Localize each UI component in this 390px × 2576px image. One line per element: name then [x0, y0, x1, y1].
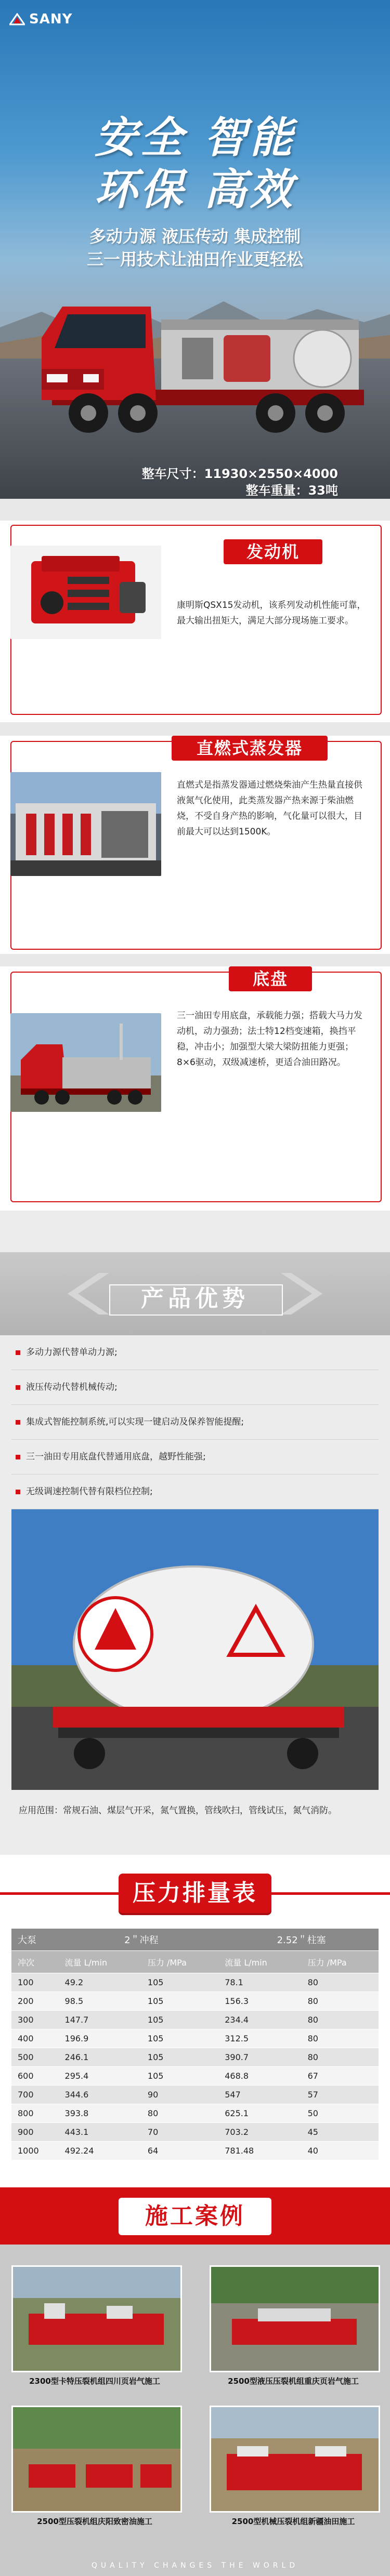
table-cell: 781.48	[218, 2142, 301, 2160]
table-header-cell: 2.52＂柱塞	[218, 1929, 379, 1951]
nitrogen-tank-photo	[11, 1509, 379, 1790]
advantage-text: 集成式智能控制系统,可以实现一键启动及保养智能提醒;	[26, 1417, 244, 1427]
table-cell: 105	[141, 2011, 218, 2029]
hero-subline-1: 多动力源 液压传动 集成控制	[89, 227, 301, 246]
table-cell: 50	[302, 2104, 379, 2123]
table-cell: 100	[11, 1973, 59, 1992]
table-cell: 196.9	[59, 2029, 141, 2048]
bullet-icon	[16, 1490, 20, 1494]
feature-tag-chassis: 底盘	[229, 966, 312, 991]
brand-logo	[9, 11, 72, 27]
application-scope: 应用范围：常规石油、煤层气开采，氮气置换，管线吹扫，管线试压，氮气消防。	[19, 1805, 337, 1816]
table-cell: 800	[11, 2104, 59, 2123]
table-cell: 80	[302, 1992, 379, 2011]
table-cell: 105	[141, 2067, 218, 2086]
table-cell: 200	[11, 1992, 59, 2011]
divider-strip	[0, 722, 390, 736]
table-cell: 98.5	[59, 1992, 141, 2011]
table-cell: 67	[302, 2067, 379, 2086]
table-cell: 105	[141, 1973, 218, 1992]
table-cell: 49.2	[59, 1973, 141, 1992]
feature-desc-evaporator: 直燃式是指蒸发器通过燃烧柴油产生热量直接供液氮气化使用，此类蒸发器产热来源于柴油燃烧，不受自身产热的影响，气化量可以很大，目前最大可以达到1500K。	[177, 780, 362, 837]
feature-desc-engine: 康明斯QSX15发动机，该系列发动机性能可靠，最大输出扭矩大，满足大部分现场施工要求。	[177, 600, 366, 626]
list-item	[11, 1370, 379, 1405]
case-image	[211, 2267, 379, 2371]
engine-photo	[10, 546, 161, 639]
table-row	[11, 1973, 379, 1992]
case-photo-1	[11, 2265, 182, 2372]
case-photo-2	[210, 2265, 380, 2372]
list-item	[11, 1440, 379, 1475]
sany-logo-icon	[9, 13, 25, 25]
table-cell: 80	[302, 2029, 379, 2048]
advantages-header	[0, 1252, 390, 1335]
table-cell: 105	[141, 1992, 218, 2011]
case-image	[211, 2407, 379, 2511]
table-row	[11, 2086, 379, 2104]
table-cell: 105	[141, 2029, 218, 2048]
case-photo-4	[210, 2406, 380, 2513]
table-header-row	[11, 1929, 379, 1951]
table-cell: 500	[11, 2048, 59, 2067]
evaporator-image	[10, 772, 161, 876]
table-header-cell: 冲次	[11, 1951, 59, 1973]
truck-weight-spec: 整车重量：33吨	[245, 483, 338, 498]
divider-strip	[0, 499, 390, 521]
table-cell: 234.4	[218, 2011, 301, 2029]
table-row	[11, 2123, 379, 2142]
pressure-table	[11, 1929, 379, 2160]
bullet-icon	[16, 1455, 20, 1459]
table-header-cell: 压力 /MPa	[141, 1951, 218, 1973]
cases-section	[0, 2187, 390, 2576]
pressure-table-banner	[0, 1865, 390, 1922]
feature-tag-evaporator: 直燃式蒸发器	[172, 736, 328, 761]
hero-headline-2: 环保 高效	[94, 165, 296, 215]
table-row	[11, 2029, 379, 2048]
table-row	[11, 2104, 379, 2123]
table-row	[11, 1992, 379, 2011]
list-item	[11, 1335, 379, 1370]
feature-evaporator	[0, 736, 390, 954]
list-item	[11, 1475, 379, 1509]
table-cell: 295.4	[59, 2067, 141, 2086]
table-header-cell: 2＂冲程	[59, 1929, 219, 1951]
table-cell: 300	[11, 2011, 59, 2029]
table-cell: 625.1	[218, 2104, 301, 2123]
feature-chassis	[0, 966, 390, 1211]
case-photo-3	[11, 2406, 182, 2513]
table-cell: 246.1	[59, 2048, 141, 2067]
table-header-cell: 流量 L/min	[59, 1951, 141, 1973]
table-cell: 344.6	[59, 2086, 141, 2104]
pressure-table-title: 压力排量表	[133, 1880, 257, 1906]
table-header-cell: 流量 L/min	[218, 1951, 301, 1973]
table-cell: 156.3	[218, 1992, 301, 2011]
table-cell: 80	[302, 1973, 379, 1992]
advantages-title: 产品优势	[141, 1285, 249, 1312]
advantage-text: 液压传动代替机械传动;	[26, 1382, 118, 1392]
advantages-list	[11, 1335, 379, 1509]
table-cell: 312.5	[218, 2029, 301, 2048]
case-caption-2: 2500型液压压裂机组重庆页岩气施工	[228, 2376, 359, 2386]
feature-tag-engine: 发动机	[224, 539, 322, 564]
list-item	[11, 1405, 379, 1440]
table-cell: 700	[11, 2086, 59, 2104]
table-cell: 64	[141, 2142, 218, 2160]
brand-slogan: QUALITY CHANGES THE WORLD	[91, 2561, 299, 2570]
hero-subline-2: 三一用技术让油田作业更轻松	[86, 249, 303, 269]
table-row	[11, 2067, 379, 2086]
table-cell: 57	[302, 2086, 379, 2104]
advantage-text: 无级调速控制代替有限档位控制;	[26, 1486, 153, 1497]
chassis-photo	[10, 1013, 161, 1112]
table-cell: 70	[141, 2123, 218, 2142]
brand-name: SANY	[29, 11, 73, 27]
table-cell: 1000	[11, 2142, 59, 2160]
case-caption-1: 2300型卡特压裂机组四川页岩气施工	[29, 2376, 160, 2386]
table-cell: 600	[11, 2067, 59, 2086]
table-cell: 90	[141, 2086, 218, 2104]
table-cell: 468.8	[218, 2067, 301, 2086]
table-cell: 45	[302, 2123, 379, 2142]
feature-engine	[0, 525, 390, 722]
table-subheader-row	[11, 1951, 379, 1973]
bullet-icon	[16, 1420, 20, 1425]
table-row	[11, 2011, 379, 2029]
table-cell: 443.1	[59, 2123, 141, 2142]
case-image	[13, 2407, 180, 2511]
table-cell: 400	[11, 2029, 59, 2048]
case-image	[13, 2267, 180, 2371]
table-cell: 147.7	[59, 2011, 141, 2029]
advantage-text: 多动力源代替单动力源;	[26, 1347, 118, 1358]
divider-strip	[0, 1211, 390, 1252]
table-header-cell: 大泵	[11, 1929, 59, 1951]
feature-desc-chassis: 三一油田专用底盘，承载能力强；搭载大马力发动机，动力强劲；法士特12档变速箱，换挡平稳，冲击小；加强型大梁大梁防扭能力更强；8×6驱动，双级减速桥，更适合油田路况。	[177, 1011, 362, 1068]
table-cell: 80	[141, 2104, 218, 2123]
hero-headline-1: 安全 智能	[94, 113, 296, 163]
chassis-image	[10, 1013, 161, 1112]
table-cell: 393.8	[59, 2104, 141, 2123]
table-cell: 703.2	[218, 2123, 301, 2142]
engine-image	[10, 546, 161, 639]
bullet-icon	[16, 1385, 20, 1390]
table-cell: 80	[302, 2011, 379, 2029]
table-cell: 80	[302, 2048, 379, 2067]
advantage-text: 三一油田专用底盘代替通用底盘，越野性能强;	[26, 1452, 206, 1462]
table-cell: 900	[11, 2123, 59, 2142]
hero-section	[0, 0, 390, 499]
table-cell: 78.1	[218, 1973, 301, 1992]
table-cell: 390.7	[218, 2048, 301, 2067]
table-cell: 105	[141, 2048, 218, 2067]
cases-title: 施工案例	[145, 2203, 245, 2229]
table-header-cell: 压力 /MPa	[302, 1951, 379, 1973]
table-cell: 492.24	[59, 2142, 141, 2160]
nitrogen-tank-image	[11, 1509, 379, 1790]
truck-size-spec: 整车尺寸：11930×2550×4000	[141, 467, 338, 481]
table-row	[11, 2142, 379, 2160]
bullet-icon	[16, 1350, 20, 1355]
table-cell: 547	[218, 2086, 301, 2104]
table-row	[11, 2048, 379, 2067]
fracturing-truck-image	[31, 270, 374, 442]
divider-strip	[0, 954, 390, 966]
table-cell: 40	[302, 2142, 379, 2160]
case-caption-3: 2500型压裂机组庆阳致密油施工	[37, 2517, 152, 2526]
case-caption-4: 2500型机械压裂机组新疆油田施工	[231, 2517, 355, 2526]
evaporator-photo	[10, 772, 161, 876]
